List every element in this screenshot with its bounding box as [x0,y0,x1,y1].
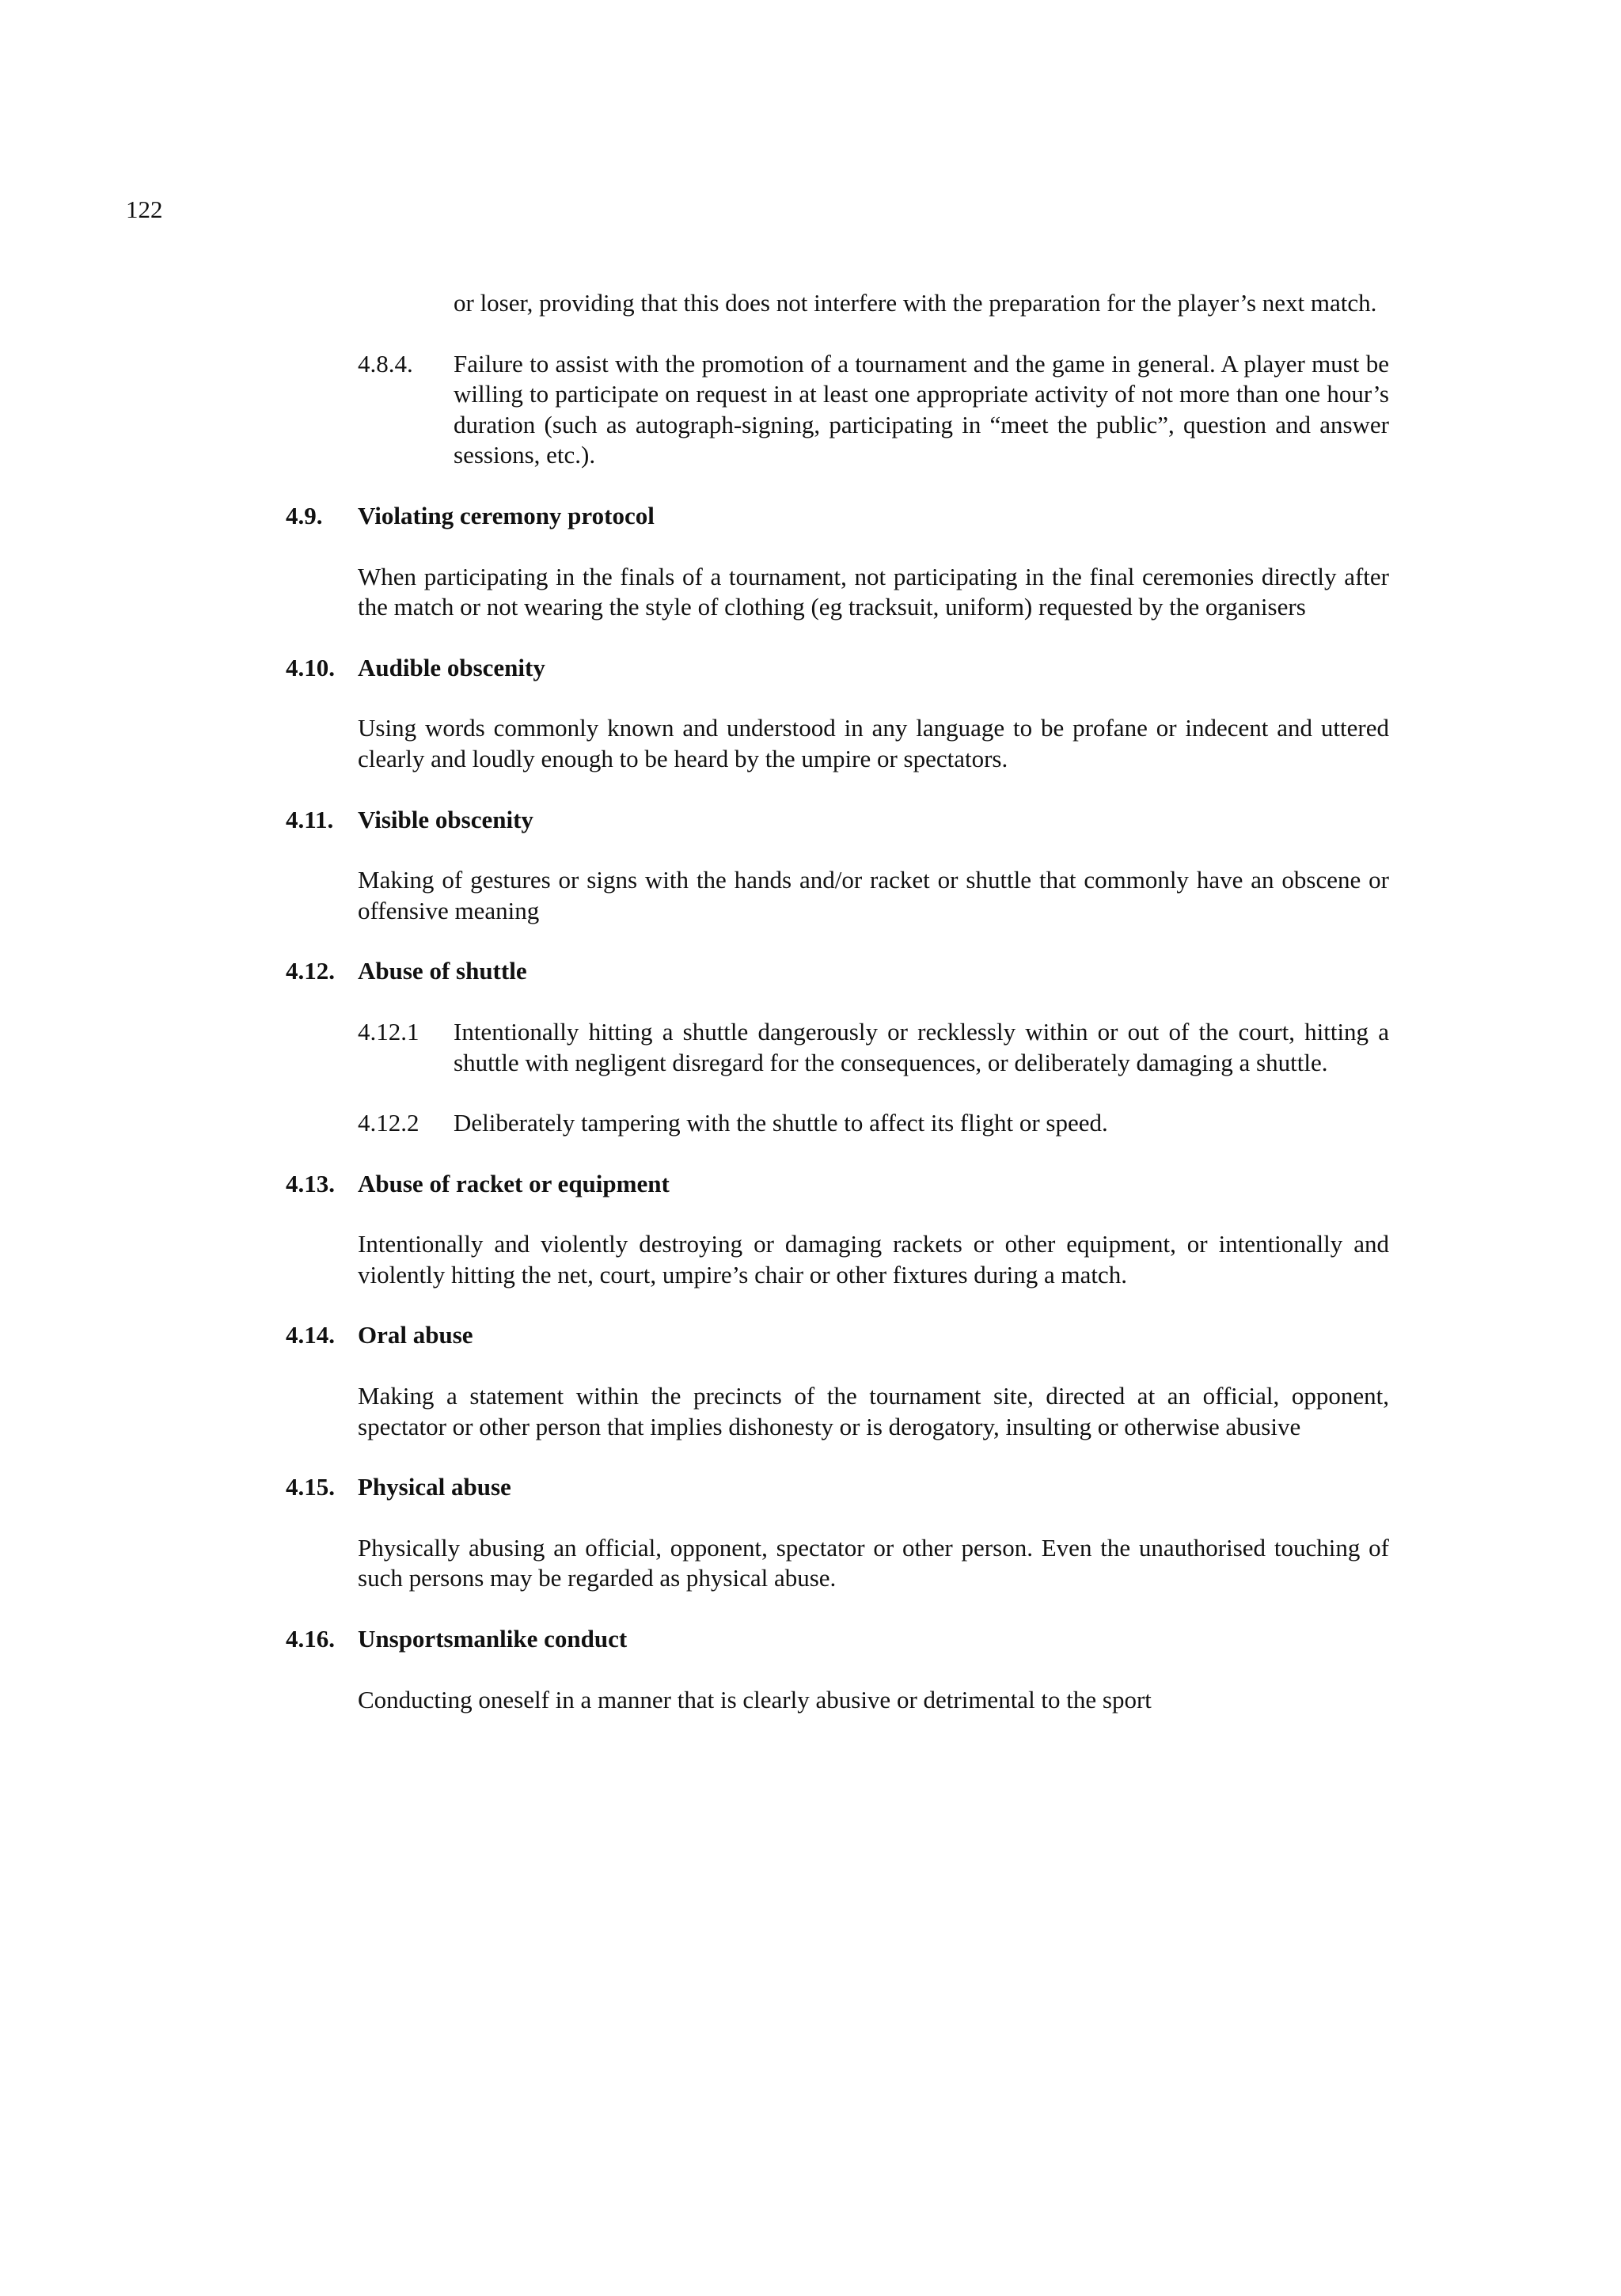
section-title: Unsportsmanlike conduct [358,1625,628,1653]
section-title: Visible obscenity [358,805,533,833]
section-body-4-10: Using words commonly known and understood in any language to be profane or indecent and uttered clearly and loudly enough to be heard by the umpire or spectators. [358,714,1389,772]
section-number: 4.10. [286,653,335,681]
section-heading-4-15 [286,1472,1389,1503]
section-title: Violating ceremony protocol [358,501,655,529]
clause-text: Deliberately tampering with the shuttle to affect its flight or speed. [454,1109,1108,1137]
section-body-4-16: Conducting oneself in a manner that is clearly abusive or detrimental to the sport [358,1685,1152,1713]
page-number: 122 [126,195,163,223]
section-number: 4.11. [286,805,334,833]
clause-4-12-1 [286,1017,1389,1078]
section-body-4-13: Intentionally and violently destroying or damaging rackets or other equipment, or intentionally and violently hitting the net, court, umpire’s chair or other fixtures during a match. [358,1230,1389,1288]
continuation-paragraph [286,288,1389,319]
clause-4-8-4 [286,349,1389,471]
section-heading-4-9 [286,501,1389,532]
section-heading-4-16 [286,1624,1389,1655]
section-number: 4.13. [286,1169,335,1197]
section-heading-4-13 [286,1169,1389,1200]
section-title: Abuse of racket or equipment [358,1169,670,1197]
section-body-4-14: Making a statement within the precincts of the tournament site, directed at an official, opponent, spectator or other person that implies dishonesty or is derogatory, insulting or otherwise abusive [358,1382,1389,1440]
section-body-4-15: Physically abusing an official, opponent, spectator or other person. Even the unauthorised touching of such persons may be regarded as physical abuse. [358,1533,1389,1592]
continuation-text: or loser, providing that this does not interfere with the preparation for the player’s next match. [454,289,1377,317]
section-title: Abuse of shuttle [358,957,527,985]
section-subitems-4-12 [286,1017,1389,1139]
section-number: 4.9. [286,501,323,529]
section-body-4-11: Making of gestures or signs with the hands and/or racket or shuttle that commonly have an obscene or offensive meaning [358,866,1389,924]
section-number: 4.14. [286,1321,335,1349]
section-title: Oral abuse [358,1321,473,1349]
section-body-4-9: When participating in the finals of a tournament, not participating in the final ceremonies directly after the match or not wearing the style of clothing (eg tracksuit, uniform) requested by the organisers [358,562,1389,621]
document-body [286,288,1389,1745]
section-title: Physical abuse [358,1473,511,1501]
section-title: Audible obscenity [358,653,545,681]
section-number: 4.15. [286,1473,335,1501]
section-number: 4.12. [286,957,335,985]
section-heading-4-12 [286,956,1389,987]
clause-4-12-2 [286,1108,1389,1139]
clause-text: Intentionally hitting a shuttle dangerously or recklessly within or out of the court, hitting a shuttle with negligent disregard for the consequences, or deliberately damaging a shuttle. [454,1017,1389,1076]
clause-number: 4.8.4. [358,349,413,378]
section-number: 4.16. [286,1625,335,1653]
section-heading-4-14 [286,1320,1389,1351]
clause-text: Failure to assist with the promotion of a tournament and the game in general. A player must be willing to participate on request in at least one appropriate activity of not more than one hour’s duration (such as autograph-signing, participating in “meet the public”, question and answer sessions, etc.). [454,349,1389,469]
section-heading-4-10 [286,653,1389,684]
clause-number: 4.12.1 [358,1017,419,1046]
clause-number: 4.12.2 [358,1109,419,1137]
section-heading-4-11 [286,805,1389,836]
